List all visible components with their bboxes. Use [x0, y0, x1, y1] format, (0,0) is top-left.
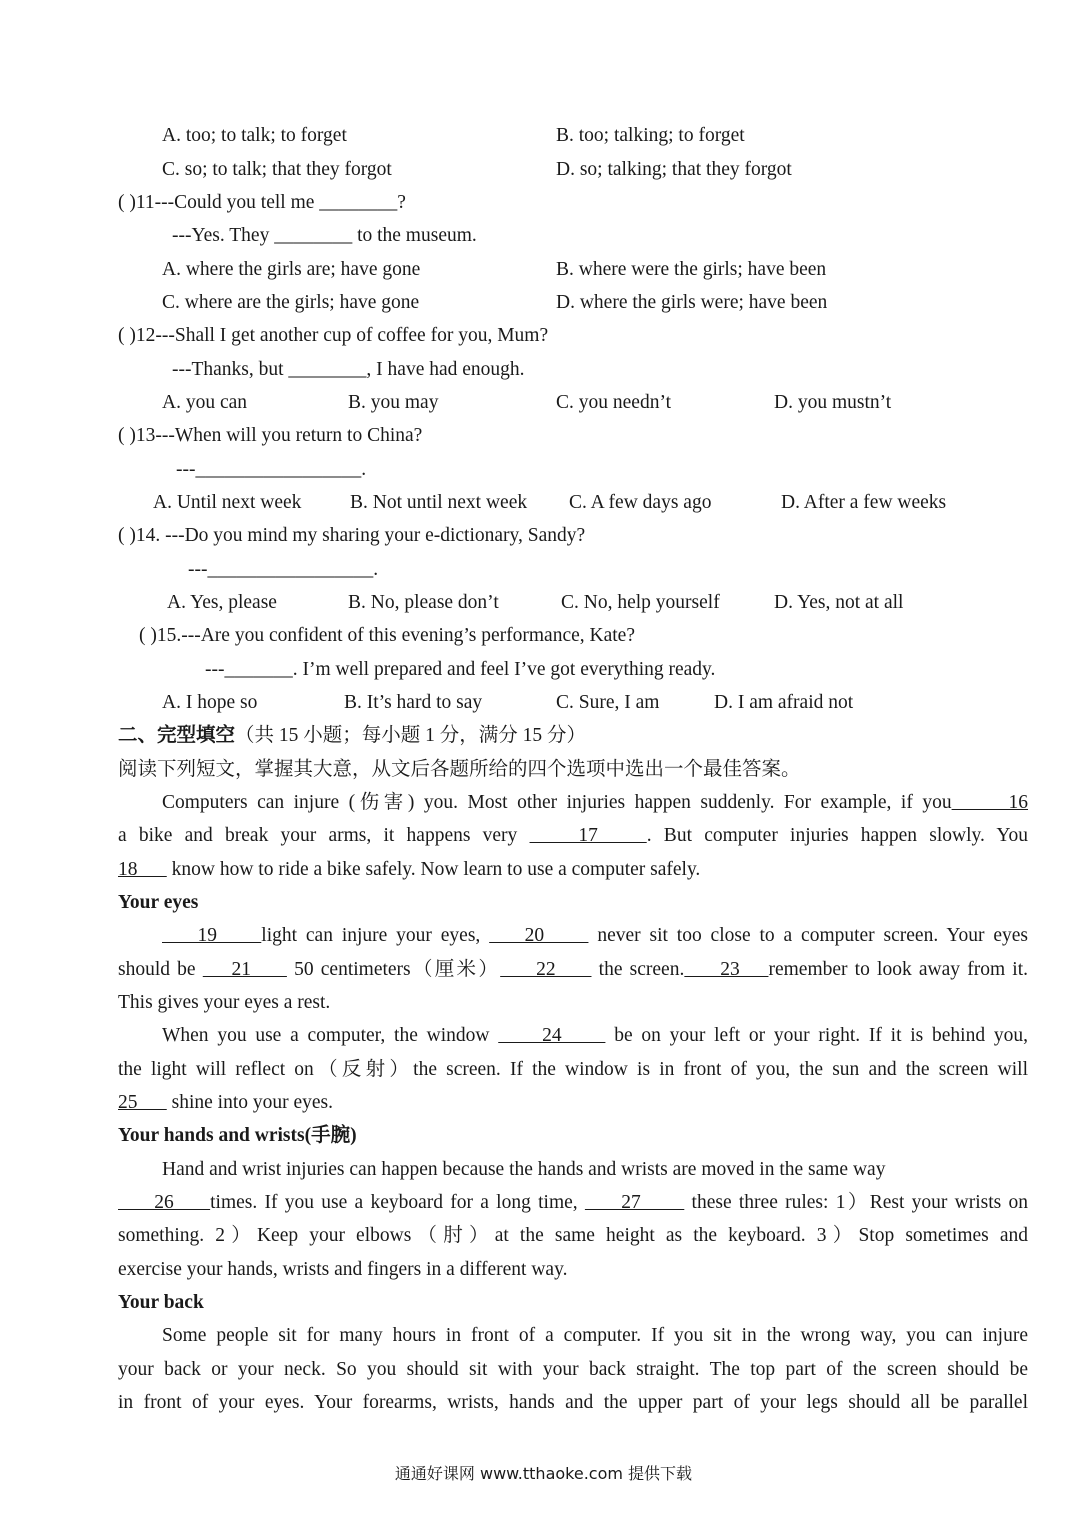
passage-line: exercise your hands, wrists and fingers in a different way. [118, 1259, 568, 1280]
q11-reply: ---Yes. They ________ to the museum. [172, 225, 477, 246]
q12-option-b: B. you may [348, 392, 439, 413]
q10-option-c: C. so; to talk; that they forgot [162, 159, 392, 180]
q15-option-b: B. It’s hard to say [344, 692, 483, 713]
q11-option-a: A. where the girls are; have gone [162, 259, 421, 280]
section-title: 二、完型填空 [118, 725, 236, 746]
q11-option-c: C. where are the girls; have gone [162, 292, 420, 313]
passage-line: your back or your neck. So you should sit with your back straight. The top part of the screen should be [118, 1359, 1028, 1380]
q13-stem: ( )13---When will you return to China? [118, 425, 423, 446]
q14-option-d: D. Yes, not at all [774, 592, 904, 613]
q15-option-c: C. Sure, I am [556, 692, 660, 713]
q10-option-d: D. so; talking; that they forgot [556, 159, 792, 180]
passage-line: should be 21 50 centimeters（厘米） 22 the screen. 23 remember to look away from it. [118, 959, 1029, 980]
passage-line: 26 times. If you use a keyboard for a long time, 27 these three rules: 1）Rest your wrists on [118, 1192, 1029, 1213]
blank-27: 27 [584, 1192, 685, 1213]
blank-23: 23 [684, 959, 769, 980]
q14-stem: ( )14. ---Do you mind my sharing your e-dictionary, Sandy? [118, 525, 586, 546]
blank-18: 18 [118, 859, 167, 880]
q12-stem: ( )12---Shall I get another cup of coffee for you, Mum? [118, 325, 549, 346]
blank-25: 25 [118, 1092, 167, 1113]
q12-option-d: D. you mustn’t [774, 392, 892, 413]
passage-line: 25 shine into your eyes. [118, 1092, 334, 1113]
passage-line: 18 know how to ride a bike safely. Now learn to use a computer safely. [118, 859, 701, 880]
passage-line: 19 light can injure your eyes, 20 never sit too close to a computer screen. Your eyes [162, 925, 1028, 946]
passage-line: Hand and wrist injuries can happen because the hands and wrists are moved in the same way [162, 1159, 886, 1180]
q13-option-b: B. Not until next week [350, 492, 528, 513]
blank-16: 16 [951, 792, 1029, 813]
section-score-note: （共 15 小题；每小题 1 分，满分 15 分） [235, 725, 587, 746]
passage-line: something. 2）Keep your elbows（肘）at the same height as the keyboard. 3）Stop sometimes and [118, 1225, 1028, 1246]
blank-19: 19 [162, 925, 262, 946]
q14-option-c: C. No, help yourself [561, 592, 720, 613]
q11-option-d: D. where the girls were; have been [556, 292, 828, 313]
q11-stem: ( )11---Could you tell me ________? [118, 192, 406, 213]
heading-your-eyes: Your eyes [118, 892, 199, 913]
blank-20: 20 [489, 925, 589, 946]
passage-line: Some people sit for many hours in front of a computer. If you sit in the wrong way, you can injure [162, 1325, 1028, 1346]
passage-line: in front of your eyes. Your forearms, wrists, hands and the upper part of your legs should all be parallel [118, 1392, 1028, 1413]
passage-line: Computers can injure (伤害) you. Most other injuries happen suddenly. For example, if you 16 [162, 792, 1029, 813]
page-footer: 通通好课网 www.tthaoke.com 提供下载 [394, 1464, 693, 1483]
q13-option-d: D. After a few weeks [781, 492, 947, 513]
q10-option-b: B. too; talking; to forget [556, 125, 745, 146]
q12-option-c: C. you needn’t [556, 392, 672, 413]
q15-reply: ---_______. I’m well prepared and feel I’ve got everything ready. [205, 659, 716, 680]
q12-option-a: A. you can [162, 392, 248, 413]
q14-option-a: A. Yes, please [167, 592, 277, 613]
blank-22: 22 [500, 959, 592, 980]
passage-line: a bike and break your arms, it happens very 17 . But computer injuries happen slowly. You [118, 825, 1029, 846]
q15-stem: ( )15.---Are you confident of this evening’s performance, Kate? [139, 625, 635, 646]
q13-option-a: A. Until next week [153, 492, 302, 513]
q13-option-c: C. A few days ago [569, 492, 712, 513]
section-instruction: 阅读下列短文，掌握其大意，从文后各题所给的四个选项中选出一个最佳答案。 [118, 759, 801, 780]
passage-line: the light will reflect on（反射）the screen. If the window is in front of you, the sun and the screen will [118, 1059, 1028, 1080]
q13-reply: ---_________________. [176, 459, 367, 480]
heading-your-back: Your back [118, 1292, 204, 1313]
q14-reply: ---_________________. [188, 559, 379, 580]
blank-24: 24 [498, 1025, 606, 1046]
passage-line: This gives your eyes a rest. [118, 992, 331, 1013]
blank-17: 17 [529, 825, 647, 846]
q12-reply: ---Thanks, but ________, I have had enough. [172, 359, 525, 380]
blank-21: 21 [202, 959, 287, 980]
section-heading [118, 724, 586, 748]
q15-option-d: D. I am afraid not [714, 692, 854, 713]
q15-option-a: A. I hope so [162, 692, 258, 713]
passage-line: When you use a computer, the window 24 be on your left or your right. If it is behind you, [162, 1025, 1028, 1046]
q11-option-b: B. where were the girls; have been [556, 259, 827, 280]
heading-your-hands-and-wrists: Your hands and wrists(手腕) [118, 1125, 357, 1146]
q10-option-a: A. too; to talk; to forget [162, 125, 347, 146]
blank-26: 26 [118, 1192, 211, 1213]
q14-option-b: B. No, please don’t [348, 592, 499, 613]
